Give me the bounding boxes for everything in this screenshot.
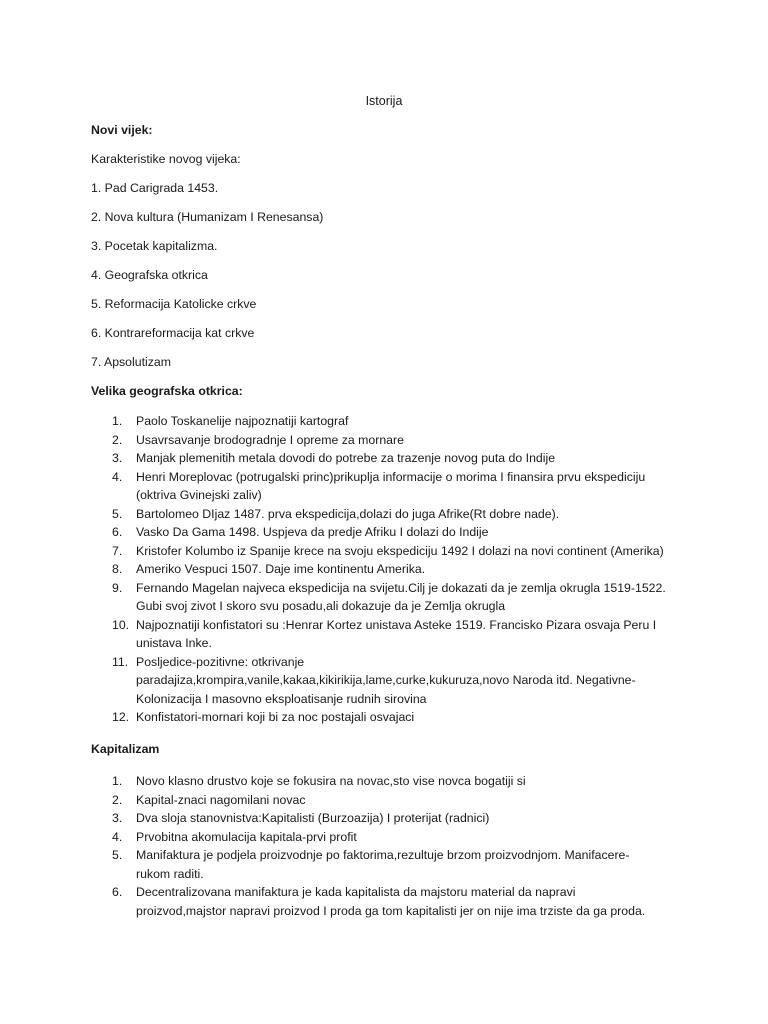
- list-number: 12.: [112, 710, 130, 724]
- list-item: [91, 772, 691, 791]
- list-text: Usavrsavanje brodogradnje I opreme za mornare: [136, 432, 404, 447]
- list-item: [91, 708, 691, 727]
- list-item: [91, 579, 691, 616]
- list-number: 1.: [112, 774, 123, 788]
- list-text: Ameriko Vespuci 1507. Daje ime kontinentu Amerika.: [136, 562, 426, 576]
- characteristic-item: 1. Pad Carigrada 1453.: [91, 181, 219, 195]
- list-number: 4.: [112, 829, 123, 844]
- list-item: [91, 883, 691, 920]
- characteristic-item: 7. Apsolutizam: [91, 355, 171, 369]
- list-item: [91, 560, 691, 579]
- list-text: Henri Moreplovac (potrugalski princ)prikuplja informacije o morima I finansira prvu ekspediciju (oktriva Gvinejski zaliv): [136, 469, 646, 502]
- heading-velika-geografska-otkrica: Velika geografska otkrica:: [91, 384, 243, 398]
- list-item: [91, 449, 691, 468]
- list-item: [91, 505, 691, 524]
- list-text: Posljedice-pozitivne: otkrivanje paradajiza,krompira,vanile,kakaa,kikirikija,lame,curke,kukuruza,novo Naroda itd. Negativne- Kolonizacija I masovno eksploatisanje rudnih sirovina: [136, 654, 636, 706]
- list-text: Manjak plemenitih metala dovodi do potrebe za trazenje novog puta do Indije: [136, 451, 556, 465]
- list-text: Vasko Da Gama 1498. Uspjeva da predje Afriku I dolazi do Indije: [136, 525, 489, 539]
- characteristic-item: 6. Kontrareformacija kat crkve: [91, 326, 255, 340]
- list-item: [91, 542, 691, 561]
- list-number: 8.: [112, 562, 123, 576]
- list-number: 2.: [112, 792, 123, 807]
- list-number: 3.: [112, 811, 123, 825]
- characteristic-item: 5. Reformacija Katolicke crkve: [91, 297, 257, 311]
- list-text: Fernando Magelan najveca ekspedicija na svijetu.Cilj je dokazati da je zemlja okrugla 1519-1522. Gubi svoj zivot I skoro svu posadu,ali dokazuje da je Zemlja okrugla: [136, 580, 666, 613]
- list-text: Dva sloja stanovnistva:Kapitalisti (Burzoazija) I proterijat (radnici): [136, 811, 490, 825]
- list-text: Konfistatori-mornari koji bi za noc postajali osvajaci: [136, 710, 415, 724]
- kapitalizam-list: [91, 772, 691, 920]
- list-item: [91, 412, 691, 431]
- heading-novi-vijek: Novi vijek:: [91, 123, 153, 137]
- list-text: Prvobitna akomulacija kapitala-prvi profit: [136, 829, 357, 844]
- list-number: 2.: [112, 432, 123, 447]
- list-text: Kristofer Kolumbo iz Spanije krece na svoju ekspediciju 1492 I dolazi na novi continent (Amerika): [136, 543, 664, 558]
- list-number: 5.: [112, 506, 123, 521]
- characteristic-item: 2. Nova kultura (Humanizam I Renesansa): [91, 210, 324, 224]
- list-number: 5.: [112, 848, 123, 862]
- list-text: Novo klasno drustvo koje se fokusira na novac,sto vise novca bogatiji si: [136, 774, 526, 788]
- characteristic-item: 4. Geografska otkrica: [91, 268, 208, 282]
- otkrica-list: [91, 412, 691, 727]
- list-number: 9.: [112, 580, 123, 595]
- list-text: Paolo Toskanelije najpoznatiji kartograf: [136, 414, 349, 428]
- list-item: [91, 653, 691, 709]
- list-number: 6.: [112, 885, 123, 899]
- list-item: [91, 828, 691, 847]
- list-text: Bartolomeo DIjaz 1487. prva ekspedicija,dolazi do juga Afrike(Rt dobre nade).: [136, 506, 560, 521]
- list-number: 3.: [112, 451, 123, 465]
- intro-text: Karakteristike novog vijeka:: [91, 152, 241, 166]
- list-number: 1.: [112, 414, 123, 428]
- list-item: [91, 809, 691, 828]
- list-item: [91, 616, 691, 653]
- list-item: [91, 846, 691, 883]
- list-text: Kapital-znaci nagomilani novac: [136, 792, 306, 807]
- list-number: 11.: [112, 654, 129, 669]
- list-text: Najpoznatiji konfistatori su :Henrar Kortez unistava Asteke 1519. Francisko Pizara osvaja Peru I unistava Inke.: [136, 617, 657, 650]
- list-number: 6.: [112, 525, 123, 539]
- list-number: 7.: [112, 543, 123, 558]
- list-item: [91, 791, 691, 810]
- list-item: [91, 523, 691, 542]
- characteristic-item: 3. Pocetak kapitalizma.: [91, 239, 218, 253]
- list-text: Decentralizovana manifaktura je kada kapitalista da majstoru material da napravi proizvod,majstor napravi proizvod I proda ga tom kapitalisti jer on nije ima trziste da ga proda.: [136, 885, 646, 918]
- list-item: [91, 468, 691, 505]
- list-number: 4.: [112, 469, 123, 484]
- list-item: [91, 431, 691, 450]
- heading-kapitalizam: Kapitalizam: [91, 742, 160, 756]
- document-title: Istorija: [365, 94, 403, 108]
- list-text: Manifaktura je podjela proizvodnje po faktorima,rezultuje brzom proizvodnjom. Manifacere- rukom raditi.: [136, 848, 630, 881]
- list-number: 10.: [112, 617, 130, 632]
